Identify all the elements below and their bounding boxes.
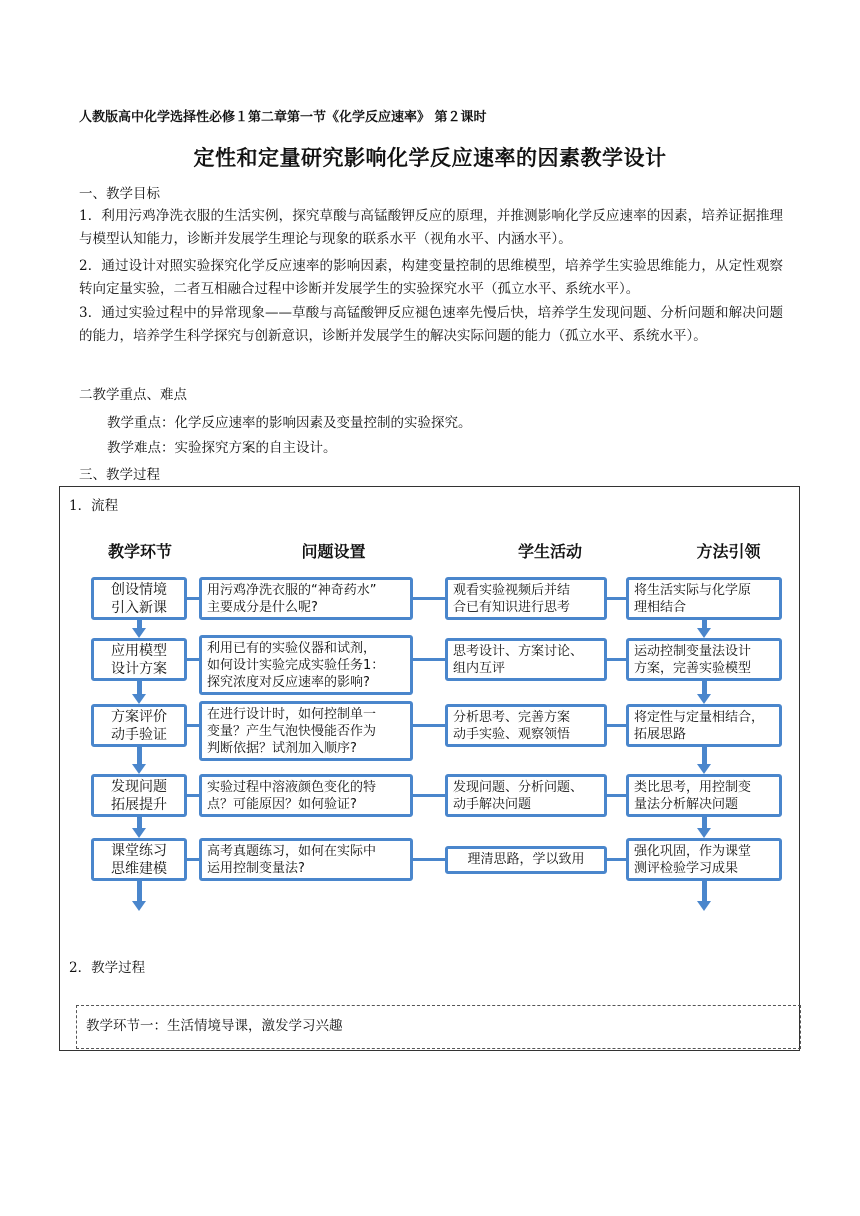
process-heading: 三、教学过程 bbox=[79, 467, 160, 483]
difficulty: 教学难点：实验探究方案的自主设计。 bbox=[107, 440, 337, 456]
stage-line: 引入新课 bbox=[111, 599, 167, 616]
down-arrow-stage bbox=[137, 881, 142, 901]
down-arrow-stage-head bbox=[132, 764, 146, 774]
column-header: 学生活动 bbox=[517, 542, 582, 561]
connector-line bbox=[187, 658, 199, 661]
activity-line: 动手解决问题 bbox=[453, 796, 532, 812]
down-arrow-method-head bbox=[697, 628, 711, 638]
method-line: 方案，完善实验模型 bbox=[634, 660, 752, 676]
question-line: 点？可能原因？如何验证? bbox=[207, 796, 357, 812]
down-arrow-stage-head bbox=[132, 901, 146, 911]
question-line: 探究浓度对反应速率的影响? bbox=[207, 674, 370, 690]
method-text bbox=[634, 779, 751, 813]
column-header: 教学环节 bbox=[107, 542, 172, 561]
method-box bbox=[626, 774, 782, 817]
down-arrow-stage bbox=[137, 620, 142, 628]
question-box bbox=[199, 774, 413, 817]
activity-line: 发现问题、分析问题、 bbox=[453, 779, 584, 795]
method-box bbox=[626, 838, 782, 881]
down-arrow-stage bbox=[137, 817, 142, 828]
activity-line: 组内互评 bbox=[453, 660, 506, 676]
down-arrow-stage-head bbox=[132, 828, 146, 838]
method-line: 理相结合 bbox=[634, 599, 687, 615]
method-box bbox=[626, 704, 782, 747]
down-arrow-method-head bbox=[697, 828, 711, 838]
down-arrow-method-head bbox=[697, 764, 711, 774]
header-line: 人教版高中化学选择性必修１第二章第一节《化学反应速率》 第２课时 bbox=[79, 110, 487, 125]
process-label: 2．教学过程 bbox=[69, 960, 146, 976]
activity-line: 分析思考、完善方案 bbox=[453, 709, 571, 725]
connector-line bbox=[187, 597, 199, 600]
method-line: 强化巩固，作为课堂 bbox=[634, 843, 752, 859]
activity-text bbox=[453, 582, 570, 616]
activity-line: 观看实验视频后并结 bbox=[453, 582, 571, 598]
question-line: 利用已有的实验仪器和试剂， bbox=[207, 640, 377, 656]
stage-line: 拓展提升 bbox=[111, 796, 167, 813]
stage-text bbox=[111, 581, 167, 617]
activity-box bbox=[445, 846, 607, 874]
question-line: 在进行设计时，如何控制单一 bbox=[207, 706, 377, 722]
stage-line: 应用模型 bbox=[111, 642, 167, 659]
question-line: 用污鸡净洗衣服的“神奇药水” bbox=[207, 582, 377, 598]
connector-line bbox=[607, 597, 626, 600]
flow-label: 1．流程 bbox=[69, 498, 119, 514]
stage-text bbox=[111, 642, 167, 678]
stage-box bbox=[91, 704, 187, 747]
flowchart bbox=[86, 539, 796, 929]
question-text bbox=[207, 843, 376, 877]
document-title: 定性和定量研究影响化学反应速率的因素教学设计 bbox=[193, 145, 667, 170]
question-text bbox=[207, 582, 376, 616]
stage-line: 设计方案 bbox=[111, 660, 167, 677]
connector-line bbox=[607, 724, 626, 727]
activity-text bbox=[467, 851, 584, 868]
question-box bbox=[199, 701, 413, 761]
goal-paragraph: 2．通过设计对照实验探究化学反应速率的影响因素，构建变量控制的思维模型，培养学生实验思维能力，从定性观察转向定量实验，二者互相融合过程中诊断并发展学生的实验探究水平（孤立水平、系统水平）。 bbox=[79, 258, 783, 297]
question-text bbox=[207, 706, 376, 757]
question-box bbox=[199, 838, 413, 881]
goal-paragraph: 3．通过实验过程中的异常现象——草酸与高锰酸钾反应褪色速率先慢后快，培养学生发现问题、分析问题和解决问题的能力，培养学生科学探究与创新意识，诊断并发展学生的解决实际问题的能力（孤立水平、系统水平）。 bbox=[79, 305, 783, 344]
connector-line bbox=[607, 858, 626, 861]
question-line: 如何设计实验完成实验任务1： bbox=[207, 657, 385, 673]
connector-line bbox=[413, 724, 445, 727]
method-box bbox=[626, 577, 782, 620]
question-box bbox=[199, 635, 413, 695]
activity-text bbox=[453, 709, 570, 743]
activity-line: 合已有知识进行思考 bbox=[453, 599, 571, 615]
connector-line bbox=[413, 658, 445, 661]
column-header: 问题设置 bbox=[301, 542, 366, 561]
activity-box bbox=[445, 577, 607, 620]
down-arrow-method bbox=[702, 681, 707, 694]
stage-one-text: 教学环节一：生活情境导课，激发学习兴趣 bbox=[86, 1018, 343, 1034]
method-text bbox=[634, 709, 764, 743]
down-arrow-stage bbox=[137, 747, 142, 764]
activity-line: 思考设计、方案讨论、 bbox=[453, 643, 584, 659]
stage-text bbox=[111, 778, 167, 814]
activity-box bbox=[445, 704, 607, 747]
connector-line bbox=[187, 794, 199, 797]
method-text bbox=[634, 643, 751, 677]
down-arrow-stage-head bbox=[132, 628, 146, 638]
question-line: 实验过程中溶液颜色变化的特 bbox=[207, 779, 377, 795]
question-line: 运用控制变量法? bbox=[207, 860, 305, 876]
method-line: 类比思考，用控制变 bbox=[634, 779, 752, 795]
down-arrow-method-head bbox=[697, 901, 711, 911]
connector-line bbox=[187, 858, 199, 861]
activity-line: 动手实验、观察领悟 bbox=[453, 726, 571, 742]
activity-text bbox=[453, 643, 583, 677]
stage-text bbox=[111, 708, 167, 744]
question-line: 主要成分是什么呢? bbox=[207, 599, 318, 615]
method-line: 将生活实际与化学原 bbox=[634, 582, 752, 598]
stage-line: 发现问题 bbox=[111, 778, 167, 795]
connector-line bbox=[607, 794, 626, 797]
down-arrow-method bbox=[702, 881, 707, 901]
question-line: 判断依据？试剂加入顺序? bbox=[207, 740, 357, 756]
method-text bbox=[634, 582, 751, 616]
activity-box bbox=[445, 774, 607, 817]
stage-box bbox=[91, 838, 187, 881]
question-text bbox=[207, 779, 376, 813]
down-arrow-method bbox=[702, 620, 707, 628]
goals-heading: 一、教学目标 bbox=[79, 186, 160, 202]
method-line: 测评检验学习成果 bbox=[634, 860, 739, 876]
process-frame bbox=[59, 486, 800, 1051]
stage-box bbox=[91, 638, 187, 681]
stage-box bbox=[91, 774, 187, 817]
connector-line bbox=[413, 597, 445, 600]
question-line: 变量？产生气泡快慢能否作为 bbox=[207, 723, 377, 739]
method-line: 运动控制变量法设计 bbox=[634, 643, 752, 659]
question-box bbox=[199, 577, 413, 620]
stage-line: 思维建模 bbox=[111, 860, 167, 877]
connector-line bbox=[413, 794, 445, 797]
stage-line: 方案评价 bbox=[111, 708, 167, 725]
method-text bbox=[634, 843, 751, 877]
connector-line bbox=[607, 658, 626, 661]
stage-text bbox=[111, 842, 167, 878]
method-line: 将定性与定量相结合， bbox=[634, 709, 765, 725]
question-line: 高考真题练习，如何在实际中 bbox=[207, 843, 377, 859]
stage-one-box bbox=[76, 1005, 801, 1049]
activity-box bbox=[445, 638, 607, 681]
column-header: 方法引领 bbox=[696, 542, 761, 561]
stage-line: 动手验证 bbox=[111, 726, 167, 743]
method-box bbox=[626, 638, 782, 681]
method-line: 量法分析解决问题 bbox=[634, 796, 739, 812]
stage-line: 创设情境 bbox=[111, 581, 167, 598]
down-arrow-stage bbox=[137, 681, 142, 694]
connector-line bbox=[413, 858, 445, 861]
down-arrow-method bbox=[702, 817, 707, 828]
activity-line: 理清思路，学以致用 bbox=[467, 852, 585, 867]
method-line: 拓展思路 bbox=[634, 726, 687, 742]
question-text bbox=[207, 640, 384, 691]
goal-paragraph: 1．利用污鸡净洗衣服的生活实例，探究草酸与高锰酸钾反应的原理，并推测影响化学反应速率的因素，培养证据推理与模型认知能力，诊断并发展学生理论与现象的联系水平（视角水平、内涵水平）。 bbox=[79, 208, 783, 247]
down-arrow-method bbox=[702, 747, 707, 764]
down-arrow-stage-head bbox=[132, 694, 146, 704]
activity-text bbox=[453, 779, 583, 813]
keypoints-heading: 二教学重点、难点 bbox=[79, 387, 187, 403]
connector-line bbox=[187, 724, 199, 727]
down-arrow-method-head bbox=[697, 694, 711, 704]
stage-line: 课堂练习 bbox=[111, 842, 167, 859]
stage-box bbox=[91, 577, 187, 620]
key-point: 教学重点：化学反应速率的影响因素及变量控制的实验探究。 bbox=[107, 415, 472, 431]
